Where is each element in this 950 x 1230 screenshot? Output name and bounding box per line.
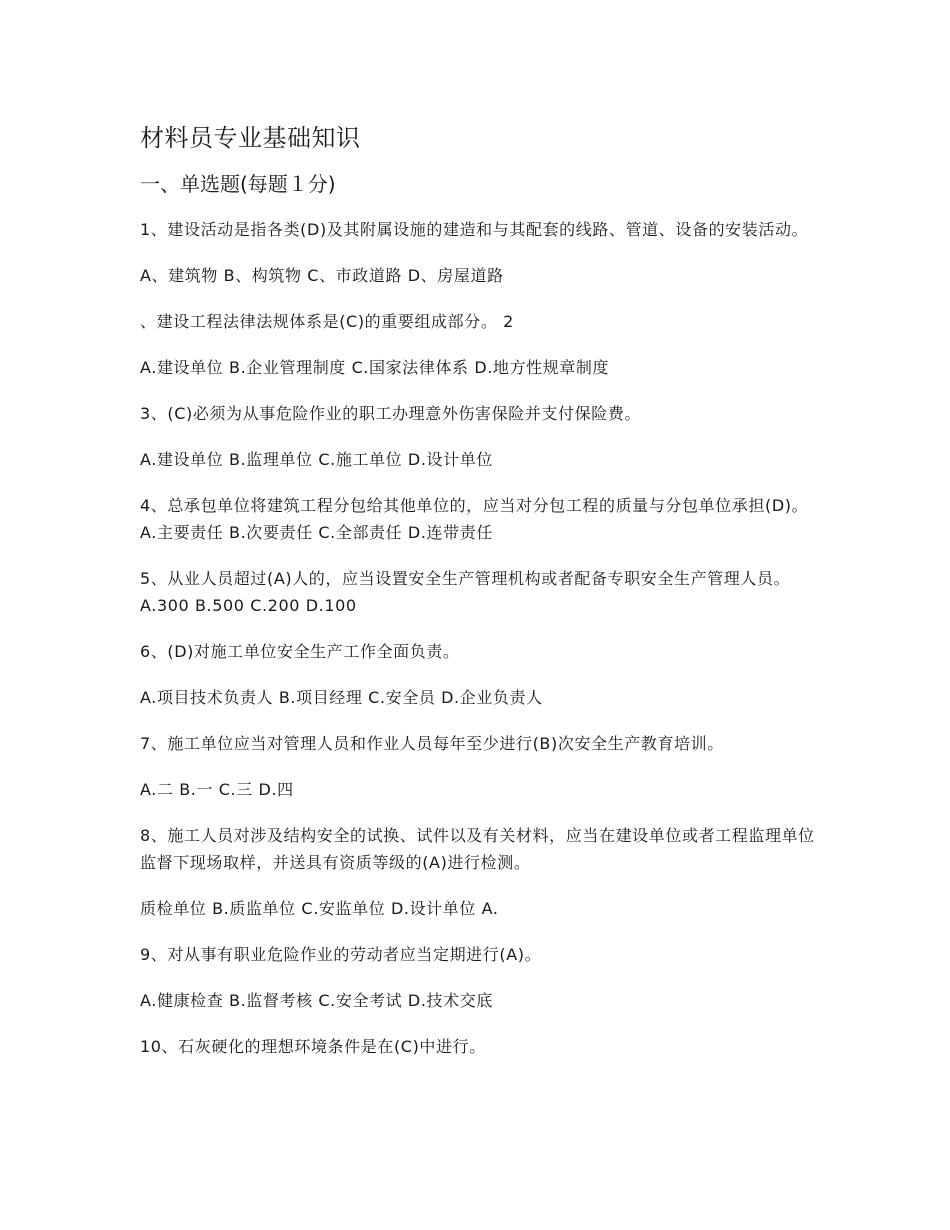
question-2-options: A.建设单位 B.企业管理制度 C.国家法律体系 D.地方性规章制度 [140,358,610,377]
question-4: 4、总承包单位将建筑工程分包给其他单位的，应当对分包工程的质量与分包单位承担(D)。 A.主要责任 B.次要责任 C.全部责任 D.连带责任 [140,496,814,542]
question-2-stem: 、建设工程法律法规体系是(C)的重要组成部分。 2 [140,312,514,331]
question-10-stem: 10、石灰硬化的理想环境条件是在(C)中进行。 [140,1037,486,1056]
section-heading: 一、单选题(每题１分) [140,172,336,196]
question-7-options: A.二 B.一 C.三 D.四 [140,780,294,799]
question-3-stem: 3、(C)必须为从事危险作业的职工办理意外伤害保险并支付保险费。 [140,404,642,423]
question-8-stem: 8、施工人员对涉及结构安全的试换、试件以及有关材料，应当在建设单位或者工程监理单位监督下现场取样，并送具有资质等级的(A)进行检测。 [140,826,815,872]
question-1-stem: 1、建设活动是指各类(D)及其附属设施的建造和与其配套的线路、管道、设备的安装活动。 [140,220,809,239]
question-6-options: A.项目技术负责人 B.项目经理 C.安全员 D.企业负责人 [140,688,543,707]
question-5: 5、从业人员超过(A)人的，应当设置安全生产管理机构或者配备专职安全生产管理人员。 A.300 B.500 C.200 D.100 [140,569,796,615]
question-1-options: A、建筑物 B、构筑物 C、市政道路 D、房屋道路 [140,266,504,285]
question-6-stem: 6、(D)对施工单位安全生产工作全面负责。 [140,642,460,661]
question-9-stem: 9、对从事有职业危险作业的劳动者应当定期进行(A)。 [140,945,542,964]
question-9-options: A.健康检查 B.监督考核 C.安全考试 D.技术交底 [140,991,493,1010]
question-7-stem: 7、施工单位应当对管理人员和作业人员每年至少进行(B)次安全生产教育培训。 [140,734,724,753]
question-8-options: 质检单位 B.质监单位 C.安监单位 D.设计单位 A. [140,899,499,918]
question-3-options: A.建设单位 B.监理单位 C.施工单位 D.设计单位 [140,450,493,469]
document-body [140,122,820,1079]
document-title: 材料员专业基础知识 [140,124,361,152]
